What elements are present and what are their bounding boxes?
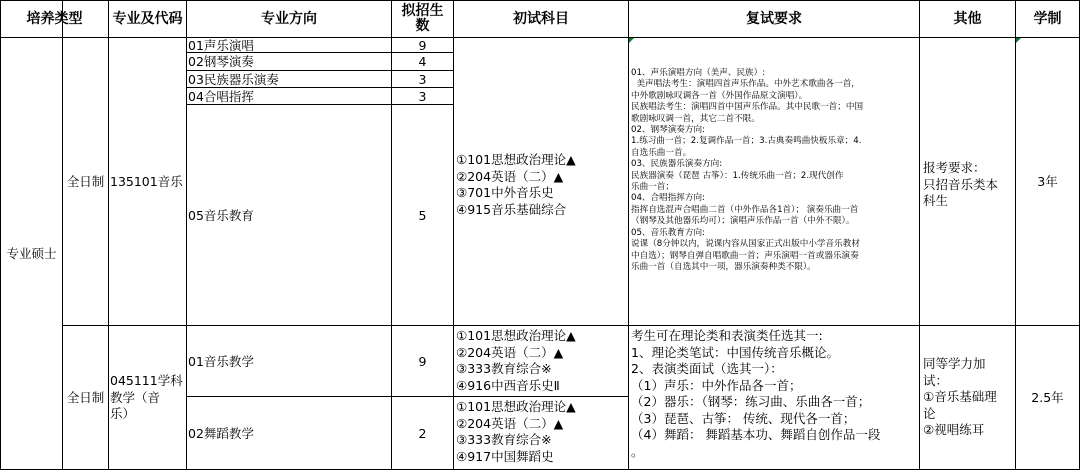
direction-name: 05音乐教育 xyxy=(188,207,254,223)
direction-name: 04合唱指挥 xyxy=(188,88,254,104)
retest-line: 01、声乐演唱方向（美声、民族）: xyxy=(631,68,766,78)
group2-major xyxy=(110,373,186,423)
header-other: 其他 xyxy=(953,10,982,27)
direction-quota: 2 xyxy=(418,425,427,441)
other-line: 报考要求： xyxy=(923,160,986,175)
header-quota xyxy=(392,1,453,37)
retest-line: （钢琴及其他器乐均可）；演唱声乐作品一首（中外不限）。 xyxy=(631,216,855,227)
header-quota-line1: 拟招生 xyxy=(401,3,444,19)
group1-duration: 3年 xyxy=(1037,174,1058,189)
retest-line: 美声唱法考生：演唱四首声乐作品。中外艺术歌曲各一首， xyxy=(631,79,860,90)
retest-line: （4）舞蹈： 舞蹈基本功、舞蹈自创作品一段 xyxy=(631,427,881,442)
retest-line: 说课（8分钟以内，说课内容从国家正式出版中小学音乐教材 xyxy=(631,239,860,250)
subject-line: ③333教育综合※ xyxy=(456,361,552,376)
retest-line: 自选乐曲一首。 xyxy=(631,147,692,158)
grid-line xyxy=(453,0,454,470)
retest-line: 乐曲一首； xyxy=(631,182,674,193)
header-type: 培养类型 xyxy=(26,10,83,27)
retest-line: 02、钢琴演奏方向: xyxy=(631,125,705,136)
retest-line: （3）琵琶、古筝： 传统、现代各一首； xyxy=(631,410,856,426)
subject-line: ④915音乐基础综合 xyxy=(456,201,567,217)
retest-line: 2、表演类面试（选其一）： xyxy=(631,361,783,376)
header-quota-line2: 数 xyxy=(415,18,430,34)
direction-name: 01音乐教学 xyxy=(188,353,254,369)
direction-name: 01声乐演唱 xyxy=(188,37,254,53)
degree-type: 专业硕士 xyxy=(6,246,57,261)
retest-line: 民族器演奏（琵琶 古筝）：1.传统乐曲一首；2.现代创作 xyxy=(631,170,844,181)
subject-line: ③333教育综合※ xyxy=(456,432,552,447)
header-direction: 专业方向 xyxy=(261,10,317,27)
header-first-exam: 初试科目 xyxy=(513,10,569,27)
header-retest: 复试要求 xyxy=(746,10,802,27)
retest-line: 民族唱法考生：演唱四首中国声乐作品。其中民歌一首；中国 xyxy=(631,102,864,113)
subject-line: ④916中西音乐史Ⅱ xyxy=(456,377,560,393)
group1-retest xyxy=(631,68,917,273)
major-line: 教学（音 xyxy=(110,389,161,405)
group1-major: 135101音乐 xyxy=(110,174,183,189)
grid-line xyxy=(919,0,920,470)
direction-quota: 9 xyxy=(418,353,427,369)
other-line: ②视唱练耳 xyxy=(923,422,985,437)
group2-mode: 全日制 xyxy=(66,390,105,405)
subject-line: ③701中外音乐史 xyxy=(456,185,554,200)
retest-line: （2）器乐：（钢琴：练习曲、乐曲各一首； xyxy=(631,394,871,409)
group1-other xyxy=(923,160,1015,210)
retest-line: 中外歌剧咏叹调各一首（外国作品原文演唱）。 xyxy=(631,90,808,101)
other-line: 只招音乐类本 xyxy=(923,176,999,192)
subject-line: ④917中国舞蹈史 xyxy=(456,448,554,464)
cell-marker-icon xyxy=(629,38,634,43)
retest-line: 05、音乐教育方向: xyxy=(631,227,705,238)
retest-line: 中自选）；钢琴自弹自唱歌曲一首；声乐演唱一首或器乐演奏 xyxy=(631,250,859,261)
direction-quota: 3 xyxy=(418,71,427,87)
retest-line: 。 xyxy=(631,443,644,459)
grid-line xyxy=(628,0,629,470)
retest-line: 04、合唱指挥方向: xyxy=(631,193,705,204)
subject-line: ②204英语（二）▲ xyxy=(456,168,564,184)
direction-name: 03民族器乐演奏 xyxy=(188,71,279,87)
major-line: 045111学科 xyxy=(110,373,183,388)
other-line: 科生 xyxy=(923,193,949,208)
other-line: ①音乐基础理 xyxy=(923,389,997,404)
subject-line: ②204英语（二）▲ xyxy=(456,415,564,431)
group1-subjects xyxy=(456,152,628,218)
retest-line: 考生可在理论类和表演类任选其一: xyxy=(631,328,823,343)
other-line: 试： xyxy=(923,372,949,388)
subject-line: ①101思想政治理论▲ xyxy=(456,328,576,343)
retest-line: 1.练习曲一首；2.复调作品一首；3.古典奏鸣曲快板乐章；4. xyxy=(631,136,862,147)
direction-quota: 5 xyxy=(418,207,427,223)
group2-subjects-b xyxy=(456,399,628,465)
header-duration: 学制 xyxy=(1033,10,1062,27)
retest-line: 歌剧咏叹调一首，其它二首不限。 xyxy=(631,113,760,124)
header-major-code: 专业及代码 xyxy=(112,10,183,27)
retest-line: 03、民族器乐演奏方向: xyxy=(631,159,723,170)
retest-line: 指挥自选混声合唱曲二首（中外作品各1首）； 演奏乐曲一首 xyxy=(631,204,859,215)
retest-line: 1、理论类笔试：中国传统音乐概论。 xyxy=(631,344,839,360)
group2-other xyxy=(923,356,1015,439)
other-line: 同等学力加 xyxy=(923,356,986,371)
direction-quota: 9 xyxy=(418,37,427,53)
direction-quota: 3 xyxy=(418,88,427,104)
subject-line: ①101思想政治理论▲ xyxy=(456,152,576,167)
group2-subjects-a xyxy=(456,328,628,394)
other-line: 论 xyxy=(923,405,936,421)
retest-line: 乐曲一首（自选其中一项，器乐演奏种类不限）。 xyxy=(631,261,816,272)
group2-duration: 2.5年 xyxy=(1031,390,1064,405)
group1-mode: 全日制 xyxy=(66,174,105,189)
direction-name: 02舞蹈教学 xyxy=(188,425,254,441)
direction-quota: 4 xyxy=(418,54,427,69)
subject-line: ②204英语（二）▲ xyxy=(456,344,564,360)
grid-line xyxy=(186,0,187,470)
subject-line: ①101思想政治理论▲ xyxy=(456,399,576,414)
group2-retest xyxy=(631,328,919,460)
grid-line xyxy=(108,0,109,470)
retest-line: （1）声乐：中外作品各一首； xyxy=(631,377,802,393)
major-line: 乐） xyxy=(110,406,136,421)
direction-name: 02钢琴演奏 xyxy=(188,54,254,69)
